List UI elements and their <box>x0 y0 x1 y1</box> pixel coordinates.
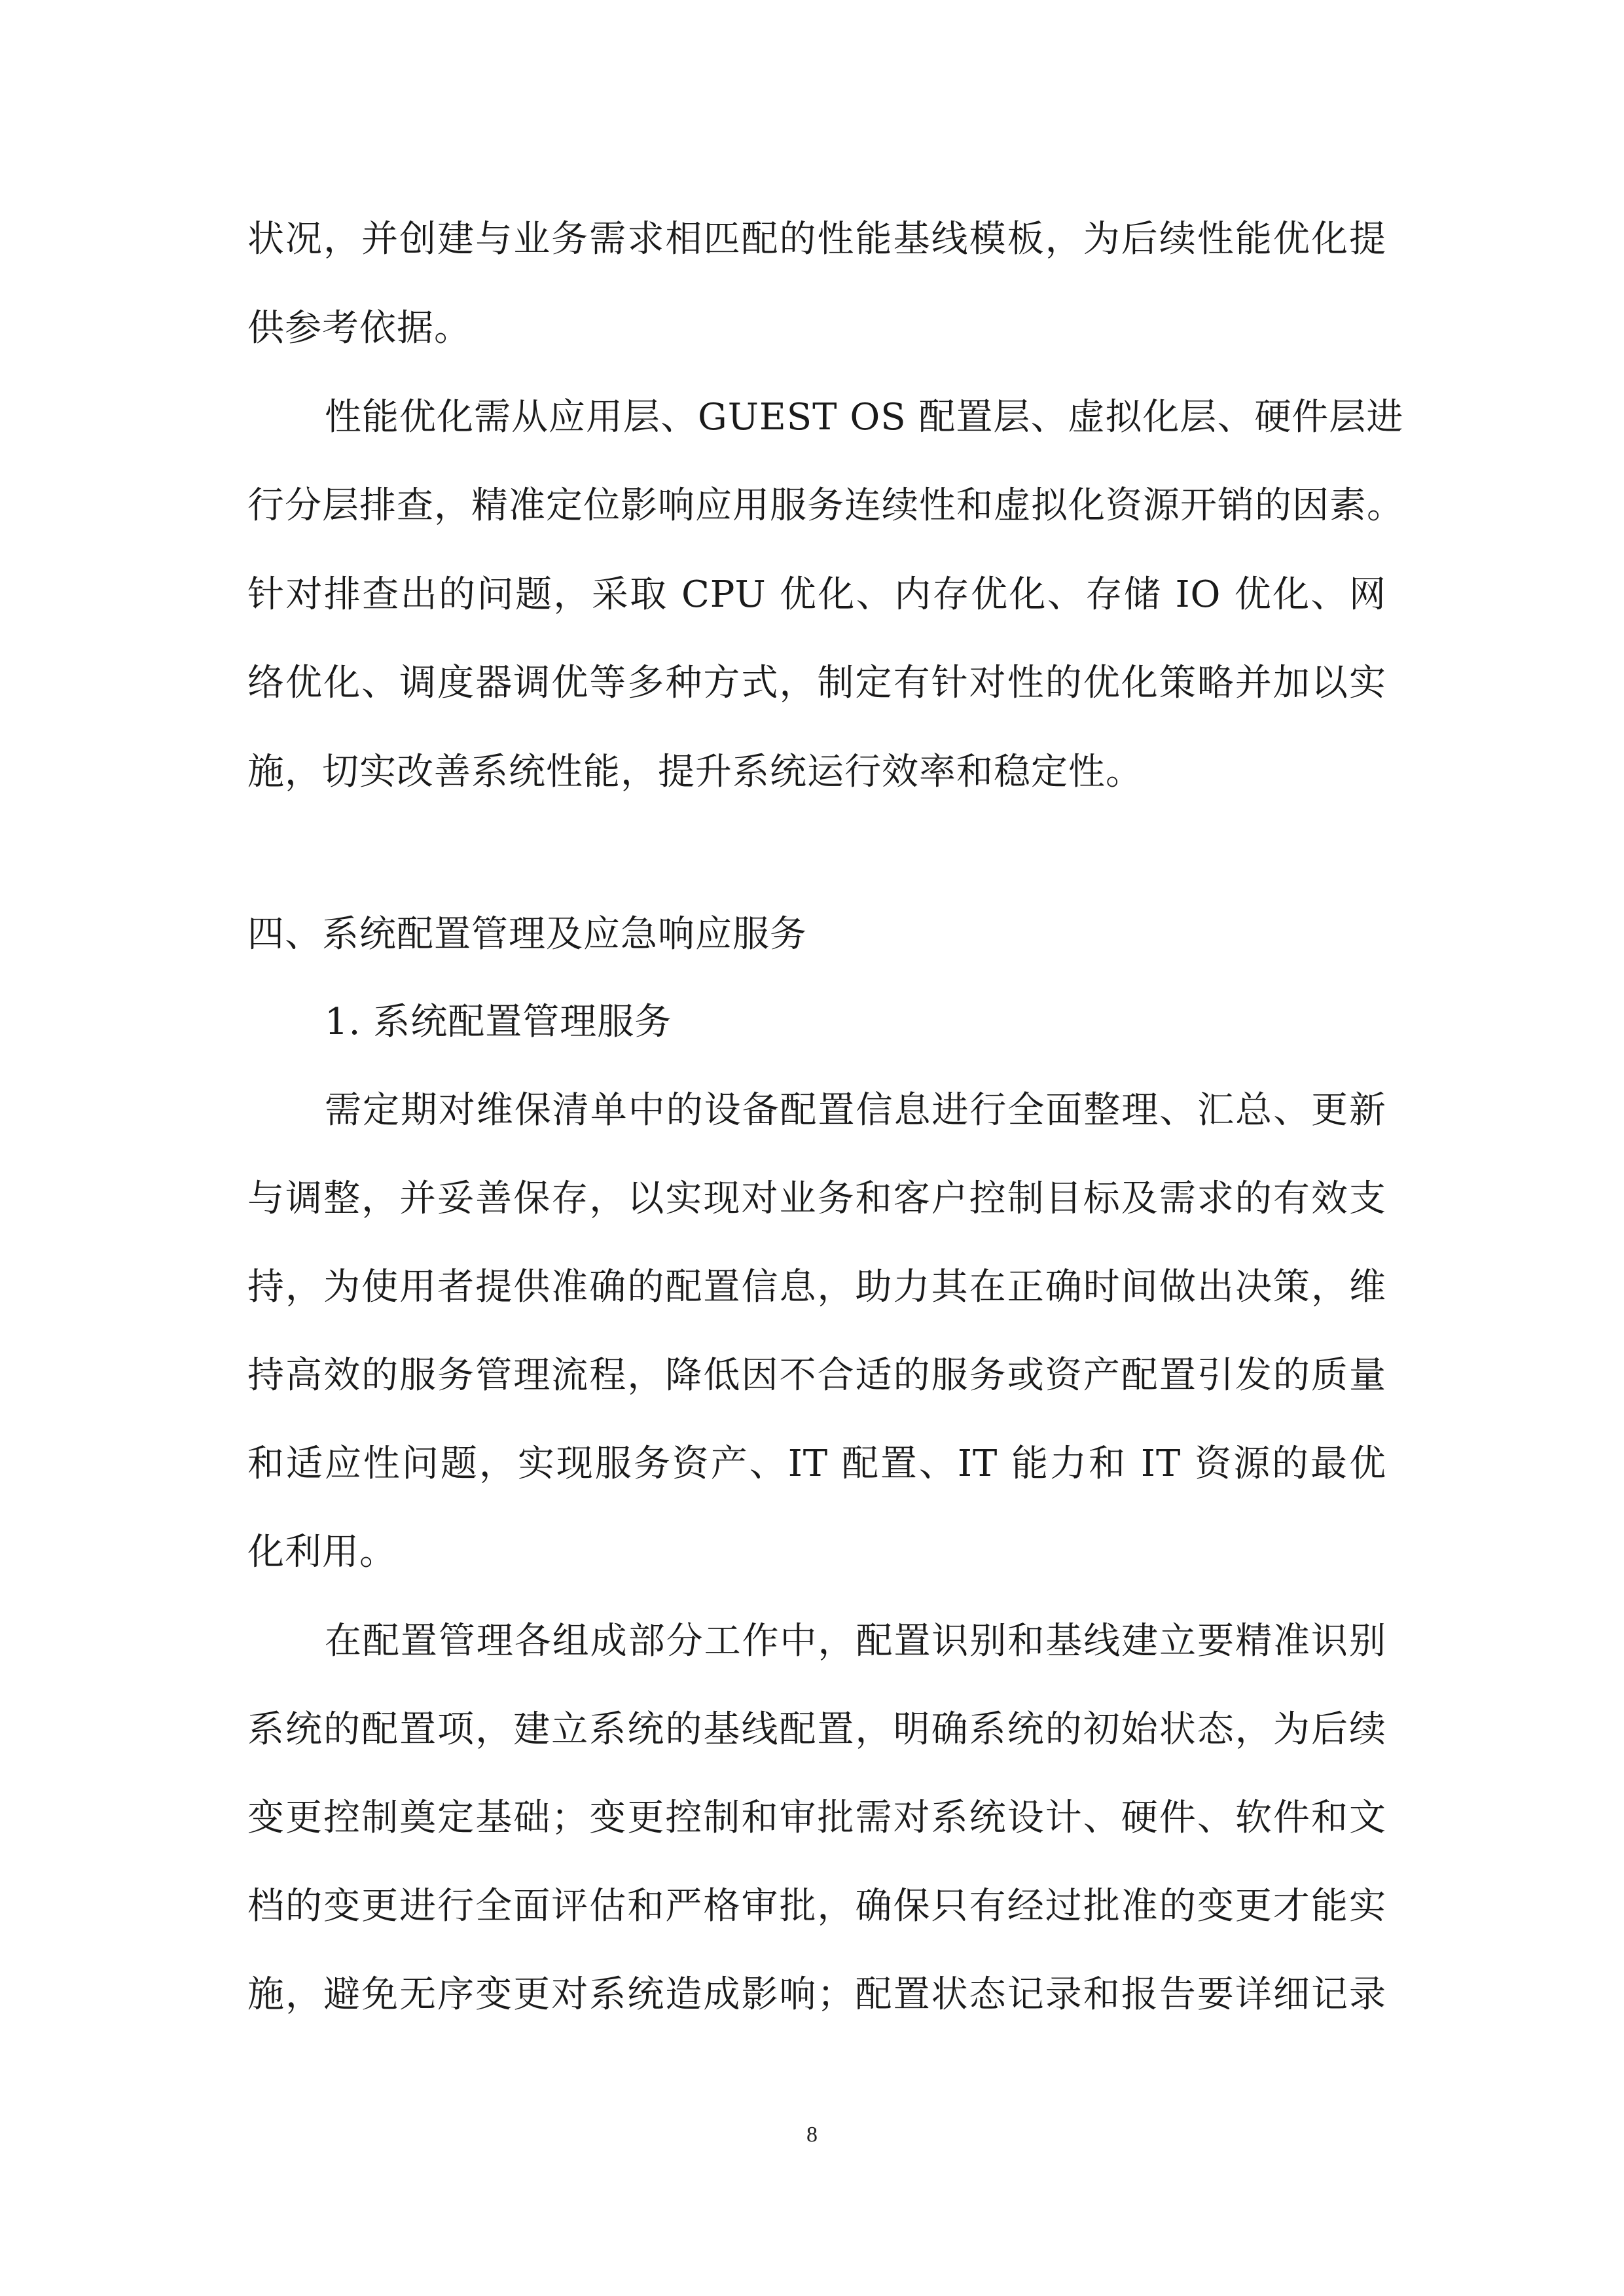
paragraph-4-line-5: 施，避免无序变更对系统造成影响；配置状态记录和报告要详细记录 <box>247 1973 1386 2016</box>
paragraph-3-line-3: 持，为使用者提供准确的配置信息，助力其在正确时间做出决策，维 <box>247 1266 1386 1308</box>
paragraph-1-line-1: 状况，并创建与业务需求相匹配的性能基线模板，为后续性能优化提 <box>247 218 1386 260</box>
paragraph-2-line-3: 针对排查出的问题，采取 CPU 优化、内存优化、存储 IO 优化、网 <box>247 573 1386 616</box>
section-heading: 四、系统配置管理及应急响应服务 <box>247 913 807 956</box>
paragraph-2-line-1: 性能优化需从应用层、GUEST OS 配置层、虚拟化层、硬件层进 <box>325 396 1404 439</box>
paragraph-3-line-2: 与调整，并妥善保存，以实现对业务和客户控制目标及需求的有效支 <box>247 1177 1386 1220</box>
paragraph-4-line-3: 变更控制奠定基础；变更控制和审批需对系统设计、硬件、软件和文 <box>247 1797 1386 1839</box>
paragraph-3-line-5: 和适应性问题，实现服务资产、IT 配置、IT 能力和 IT 资源的最优 <box>247 1443 1386 1485</box>
subsection-heading: 1. 系统配置管理服务 <box>325 1001 672 1043</box>
paragraph-4-line-1: 在配置管理各组成部分工作中，配置识别和基线建立要精准识别 <box>325 1620 1386 1662</box>
paragraph-4-line-4: 档的变更进行全面评估和严格审批，确保只有经过批准的变更才能实 <box>247 1885 1386 1928</box>
paragraph-2-line-4: 络优化、调度器调优等多种方式，制定有针对性的优化策略并加以实 <box>247 662 1386 704</box>
paragraph-2-line-2: 行分层排查，精准定位影响应用服务连续性和虚拟化资源开销的因素。 <box>247 484 1404 527</box>
paragraph-3-line-6: 化利用。 <box>247 1531 397 1573</box>
paragraph-3-line-1: 需定期对维保清单中的设备配置信息进行全面整理、汇总、更新 <box>325 1089 1386 1132</box>
paragraph-2-line-5: 施，切实改善系统性能，提升系统运行效率和稳定性。 <box>247 751 1143 793</box>
page-number: 8 <box>806 2123 818 2147</box>
paragraph-1-line-2: 供参考依据。 <box>247 307 471 350</box>
paragraph-3-line-4: 持高效的服务管理流程，降低因不合适的服务或资产配置引发的质量 <box>247 1354 1386 1397</box>
paragraph-4-line-2: 系统的配置项，建立系统的基线配置，明确系统的初始状态，为后续 <box>247 1708 1386 1751</box>
